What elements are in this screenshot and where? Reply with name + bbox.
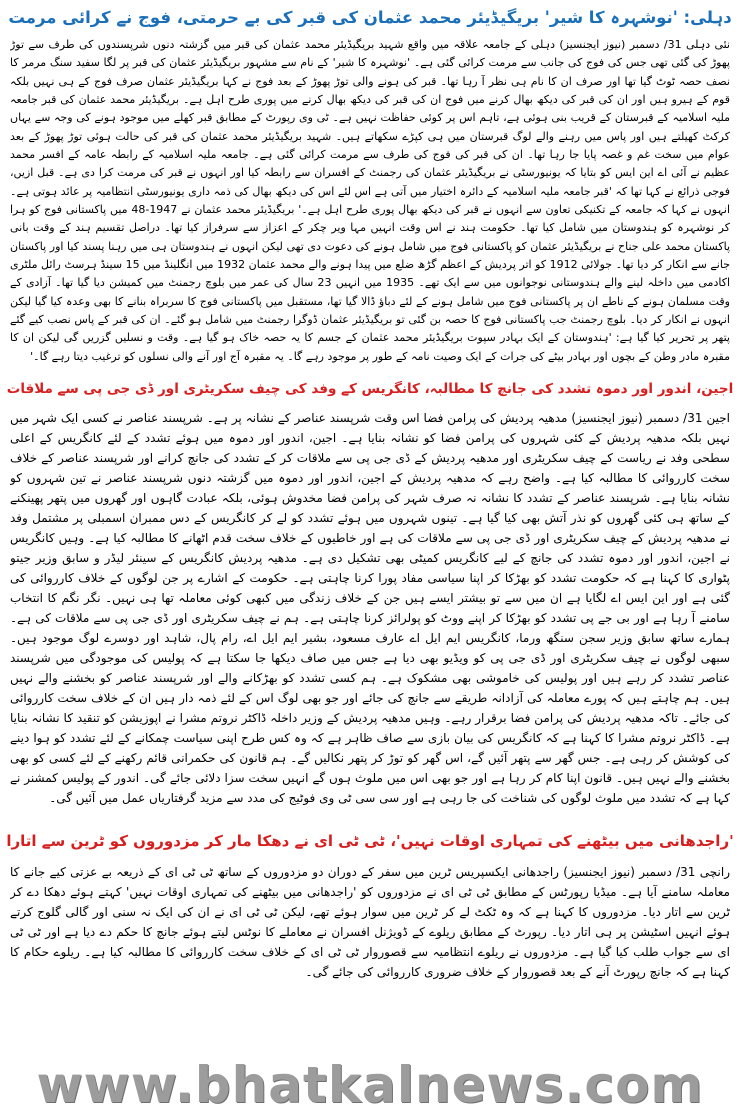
article-1-headline: دہلی: 'نوشہرہ کا شیر' بریگیڈیئر محمد عثمان کی قبر کی بے حرمتی، فوج نے کرائی مرمت (8, 8, 732, 27)
article-3-headline: 'راجدھانی میں بیٹھنے کی تمہاری اوقات نہیں'، ٹی ٹی ای نے دھکا مار کر مزدوروں کو ٹرین سے اتارا (6, 832, 734, 850)
article-2-body (10, 408, 730, 818)
article-2-headline: اجین، اندور اور دموہ تشدد کی جانچ کا مطالبہ، کانگریس کے وفد کی چیف سکریٹری اور ڈی جی پی سے ملاقات (6, 381, 734, 397)
article-2-text: اجین 31/ دسمبر (نیوز ایجنسیز) مدھیہ پردیش کی پرامن فضا اس وقت شرپسند عناصر کے نشانہ پر ہے۔ شرپسند عناصر نے کسی ایک شہر میں نہیں بلکہ مدھیہ پردیش کے کئی شہروں کی پرامن فضا کو نشانہ بنایا ہے۔ اجین، اندور اور دموہ میں ہوئے تشدد کے لئے کانگریس کے اعلی سطحی وفد نے ریاست کے چیف سکریٹری اور مدھیہ پردیش کے ڈی جی پی سے ملاقات کر کے تشدد کی جانچ کرانے اور شرپسند عناصر کے خلاف سخت کارروائی کا مطالبہ کیا ہے۔ واضح رہے کہ مدھیہ پردیش کے اجین، اندور اور دموہ میں گزشتہ دنوں شرپسند عناصر نے تین شہروں کو نشانہ بنایا ہے۔ شرپسند عناصر کے تشدد کا نشانہ نہ صرف شہر کی پرامن فضا مخدوش ہوئی، بلکہ عبادت گاہوں اور گھروں میں پتھر پھینکنے کے ساتھ ہی کئی گھروں کو نذر آتش بھی کیا گیا ہے۔ تینوں شہروں میں ہوئے تشدد کو لے کر کانگریس کے دس ممبران اسمبلی پر مشتمل وفد نے مدھیہ پردیش کے چیف سکریٹری اور ڈی جی پی سے ملاقات کی ہے اور خاطیوں کے خلاف سخت قدم اٹھانے کا مطالبہ کیا ہے۔ وہیں کانگریس نے اجین، اندور اور دموہ تشدد کی جانچ کے لیے کانگریس کمیٹی بھی تشکیل دی ہے۔ مدھیہ پردیش کانگریس کے سینئر لیڈر و سابق وزیر جیتو پٹواری کا کہنا ہے کہ حکومت تشدد کو بھڑکا کر اپنا سیاسی مفاد پورا کرنا چاہتی ہے۔ حکومت کے اشارے پر جن لوگوں کے خلاف کارروائی کی گئی ہے اور این ایس اے لگایا ہے ان میں سے تو بیشتر ایسے ہیں جن کے خلاف زندگی میں کبھی کوئی معاملہ تھا ہی نہیں۔ نگر نگم کا انتخاب سامنے آ رہا ہے اور بی جے پی تشدد کو بھڑکا کر اپنے ووٹ کو پولرائز کرنا چاہتی ہے۔ ہم نے چیف سکریٹری اور ڈی جی پی سے ملاقات کی ہے۔ ہمارے ساتھ سابق وزیر سجن سنگھ ورما، کانگریس ایم ایل اے عارف مسعود، بشیر ایم ایل اے، رام پال، شاہد اور دوسرے لوگ موجود ہیں۔ سبھی لوگوں نے چیف سکریٹری اور ڈی جی پی کو ویڈیو بھی دیا ہے جس میں صاف دیکھا جا سکتا ہے کہ پولیس کی موجودگی میں شرپسند عناصر تشدد کر رہے ہیں اور پولیس کی خاموشی بھی مشکوک ہے۔ ہم کسی تشدد کو بھڑکانے والے اور شرپسند عناصر کو بخشنے والے نہیں ہیں۔ ہم چاہتے ہیں کہ پورے معاملہ کی آزادانہ طریقے سے جانچ کی جائے اور جو بھی لوگ اس کے لئے ذمہ دار ہیں ان کے خلاف سخت کارروائی کی جائے۔ تاکہ مدھیہ پردیش کی پرامن فضا برقرار رہے۔ وہیں مدھیہ پردیش کے وزیر داخلہ ڈاکٹر نروتم مشرا نے اپوزیشن کو تنقید کا نشانہ بنایا ہے۔ ڈاکٹر نروتم مشرا کا کہنا ہے کہ کانگریس کی بیان بازی سے صاف ظاہر ہے کہ وہ کس طرح اپنی سیاست چمکانے کے لئے تشدد کو ہوا دینے کی کوشش کر رہی ہے۔ جس گھر سے پتھر آئیں گے، اس گھر کو توڑ کر پتھر نکالیں گے۔ ہم قانون کی حکمرانی قائم رکھنے کے لئے کسی کو بھی بخشنے والے نہیں ہیں۔ قانون اپنا کام کر رہا ہے اور جو بھی اس میں ملوث ہوں گے انہیں سخت سزا دلائی جائے گی۔ اندور کے پولیس کمشنر نے کہا ہے کہ تشدد میں ملوث لوگوں کی شناخت کی جا رہی ہے اور سی سی ٹی وی فوٹیج کی مدد سے مزید گرفتاریاں عمل میں آئیں گی۔ (10, 411, 730, 805)
article-3-body (10, 862, 730, 1058)
article-1-body (10, 36, 730, 370)
article-1-text: نئی دہلی 31/ دسمبر (نیوز ایجنسیز) دہلی کے جامعہ علاقہ میں واقع شہید بریگیڈیئر محمد عثمان کی قبر میں گزشتہ دنوں شرپسندوں کی طرف سے توڑ پھوڑ کی گئی تھی جس کی فوج کی جانب سے مرمت کرائی گئی ہے۔ 'نوشہرہ کا شیر' کے نام سے مشہور بریگیڈیئر عثمان کی قبر پر لگا سفید سنگ مرمر کا نصف حصہ ٹوٹ گیا تھا اور صرف ان کا نام ہی نظر آ رہا تھا۔ قبر کی ہونے والی توڑ پھوڑ کے بعد فوج نے کہا بریگیڈیئر عثمان صرف فوج کے ہی نہیں بلکہ قوم کے ہیرو ہیں اور ان کی قبر کی دیکھ بھال کرنے میں فوج ان کی قبر کی دیکھ بھال کرنے میں پوری طرح اہل ہے۔ بریگیڈیئر محمد عثمان کی قبر جامعہ ملیہ اسلامیہ کے قبرستان کے قریب بنی ہوئی ہے، تاہم اس پر کوئی حفاظت نہیں ہے۔ ٹی وی رپورٹ کے مطابق قبر کھلے میں موجود ہونے کی وجہ سے یہاں کرکٹ کھیلتے ہیں اور پاس میں رہنے والے لوگ قبرستان میں ہی کپڑے سکھاتے ہیں۔ شہید بریگیڈیئر محمد عثمان کی قبر کی حالت ہوئی توڑ پھوڑ کے بعد عوام میں سخت غم و غصہ پایا جا رہا تھا۔ ان کی قبر کی فوج کی طرف سے مرمت کرائی گئی ہے۔ جامعہ ملیہ اسلامیہ کے رابطہ عامہ کے افسر محمد عظیم نے آئی اے این ایس کو بتایا کہ یونیورسٹی نے بریگیڈیئر عثمان کی رجمنٹ کے افسران سے رابطہ کیا اور انہوں نے قبر کی مرمت کرا دی ہے۔ قبل ازیں، فوجی ذرائع نے کہا تھا کہ 'قبر جامعہ ملیہ اسلامیہ کے دائرہ اختیار میں آتی ہے اس لئے اس کی دیکھ بھال کی ذمہ داری یونیورسٹی انتظامیہ پر عائد ہوتی ہے۔ انہوں نے کہا کہ جامعہ کے تکنیکی تعاون سے انہوں نے قبر کی دیکھ بھال پوری طرح اہل ہے۔' بریگیڈیئر محمد عثمان نے 1947-48 میں پاکستانی فوج کو ہرا کر نوشہرہ کو ہندوستان میں شامل کیا تھا۔ حکومت ہند نے اس وقت انہیں مہا ویر چکر کے اعزاز سے سرفراز کیا تھا۔ دراصل تقسیم ہند کے وقت بانی پاکستان محمد علی جناح نے بریگیڈیئر عثمان کو پاکستانی فوج میں شامل ہونے کی دعوت دی تھی لیکن انہوں نے ہندوستان ہی میں رہنا پسند کیا اور پاکستان جانے سے انکار کر دیا تھا۔ جولائی 1912 کو اتر پردیش کے اعظم گڑھ ضلع میں پیدا ہونے والے محمد عثمان 1932 میں انگلینڈ میں 15 سینڈ ہرسٹ رائل ملٹری اکادمی میں داخلہ لینے والے ہندوستانی نوجوانوں میں سے ایک تھے۔ 1935 میں انہیں 23 سال کی عمر میں بلوچ رجمنٹ میں کمیشن دیا گیا تھا۔ آزادی کے وقت مسلمان ہونے کے ناطے ان پر پاکستانی فوج میں شامل ہونے کے لئے دباؤ ڈالا گیا تھا، مستقبل میں پاکستانی فوج کا سربراہ بنانے کا بھی وعدہ کیا گیا لیکن انہوں نے انکار کر دیا۔ بلوچ رجمنٹ جب پاکستانی فوج کا حصہ بن گئی تو بریگیڈیئر عثمان ڈوگرا رجمنٹ میں شامل ہو گئے۔ ان کی قبر کے پاس نصب کیے گئے پتھر پر تحریر کیا گیا ہے: 'ہندوستان کے ایک بہادر سپوت بریگیڈیئر محمد عثمان کے جسم کا یہ حصہ خاک ہو گیا ہے۔ وقت و نسلیں گزریں گی لیکن ان کا مقبرہ مادر وطن کے بچوں اور بہادر بیٹے کی جرات کے ایک وصیت نامہ کے طور پر موجود رہے گا۔ یہ مقبرہ آج اور آنے والی نسلوں کو ترغیب دیتا رہے گا۔' (10, 38, 730, 363)
site-watermark: www.bhatkalnews.com (36, 1056, 704, 1114)
article-3-text: رانچی 31/ دسمبر (نیوز ایجنسیز) راجدھانی ایکسپریس ٹرین میں سفر کے دوران دو مزدوروں کے ساتھ ٹی ٹی ای کے ذریعہ بے عزتی کیے جانے کا معاملہ سامنے آیا ہے۔ میڈیا رپورٹس کے مطابق ٹی ٹی ای نے مزدوروں کو 'راجدھانی میں بیٹھنے کی تمہاری اوقات نہیں' کہتے ہوئے دھکا دے کر ٹرین سے اتار دیا۔ مزدوروں کا کہنا ہے کہ وہ ٹکٹ لے کر ٹرین میں سوار ہوئے تھے، لیکن ٹی ٹی ای نے ان کی ایک نہ سنی اور گالی گلوج کرتے ہوئے انہیں اسٹیشن پر ہی اتار دیا۔ رپورٹ کے مطابق ریلوے کے ڈویژنل افسران نے معاملے کا نوٹس لیتے ہوئے جانچ کا حکم دے دیا ہے اور ٹی ٹی ای سے جواب طلب کیا گیا ہے۔ مزدوروں نے ریلوے انتظامیہ سے قصوروار ٹی ٹی ای کے خلاف سخت کارروائی کا مطالبہ کیا ہے۔ ریلوے حکام کا کہنا ہے کہ جانچ رپورٹ آنے کے بعد قصوروار کے خلاف ضروری کارروائی کی جائے گی۔ (10, 865, 730, 979)
